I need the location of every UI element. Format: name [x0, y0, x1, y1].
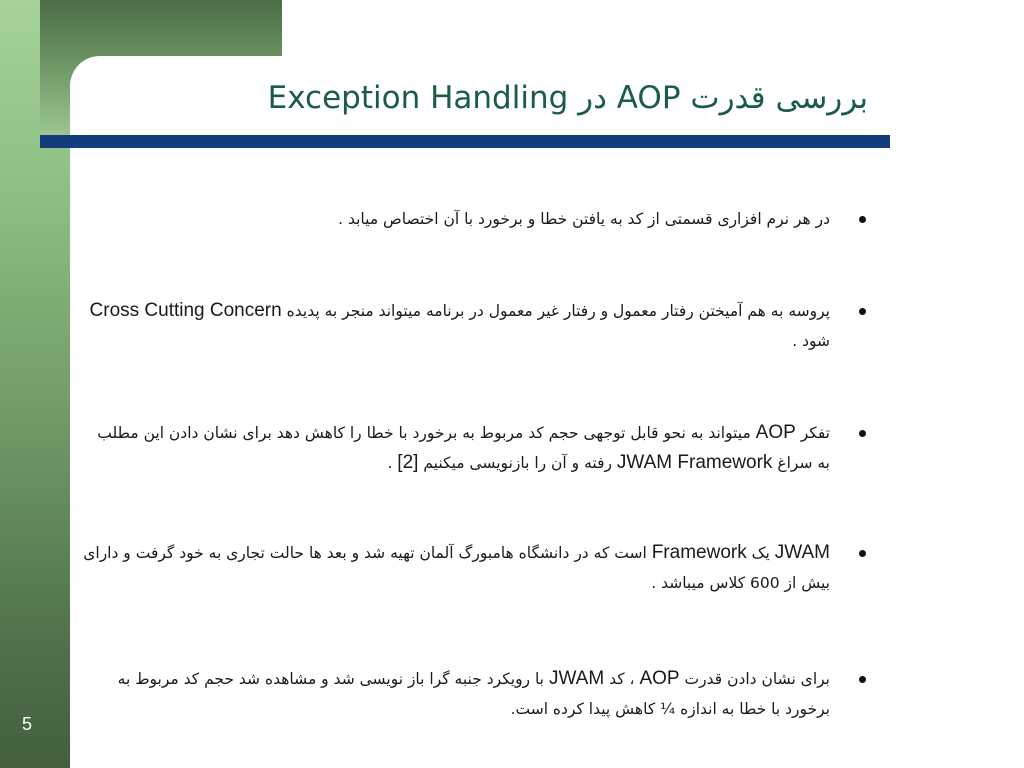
bullet-term: JWAM Framework: [616, 452, 773, 473]
bullet-text: رفته و آن را بازنویسی میکنیم: [418, 454, 617, 472]
bullet-text: شود .: [792, 332, 830, 350]
bullet-dot-icon: [859, 430, 866, 437]
bullet-item-5: [82, 664, 872, 724]
bullet-text: .: [387, 454, 398, 472]
bullet-reference: [2]: [397, 452, 419, 473]
bullet-item-4: [82, 538, 872, 598]
page-number: 5: [22, 714, 33, 734]
bullet-term: Framework: [651, 542, 747, 563]
bullet-text: است که در دانشگاه هامبورگ آلمان تهیه شد و بعد ها حالت تجاری به خود گرفت و دارای بیش از 600 کلاس میباشد .: [83, 544, 830, 592]
bullet-dot-icon: [859, 216, 866, 223]
bullet-term: AOP: [755, 422, 796, 443]
bullet-text: میتواند به نحو قابل توجهی حجم کد مربوط به برخورد با خطا را کاهش دهد برای نشان دادن این مطلب به سراغ: [97, 424, 830, 472]
bullet-dot-icon: [859, 676, 866, 683]
bullet-list: [82, 188, 872, 724]
bullet-text: در هر نرم افزاری قسمتی از کد به یافتن خطا و برخورد با آن اختصاص میابد .: [338, 210, 830, 228]
bullet-text: پروسه به هم آمیختن رفتار معمول و رفتار غیر معمول در برنامه میتواند منجر به پدیده: [281, 302, 830, 320]
bullet-term: JWAM: [548, 668, 605, 689]
bullet-term: JWAM: [774, 542, 830, 563]
bullet-term: Cross Cutting Concern: [89, 300, 282, 321]
bullet-text: برای نشان دادن قدرت: [679, 670, 830, 688]
bullet-text: با رویکرد جنبه گرا باز نویسی شد و مشاهده شد حجم کد مربوط به برخورد با خطا به اندازه ¼ کاهش پیدا کرده است.: [117, 670, 830, 718]
bullet-text: تفکر: [795, 424, 830, 442]
bullet-dot-icon: [859, 308, 866, 315]
title-underline-bar: [40, 135, 890, 148]
bullet-text: یک: [746, 544, 775, 562]
bullet-item-3: [82, 418, 872, 478]
slide-title: بررسی قدرت AOP در Exception Handling: [267, 80, 868, 116]
bullet-dot-icon: [859, 550, 866, 557]
bullet-item-2: [82, 296, 872, 356]
bullet-item-1: [82, 204, 872, 234]
bullet-text: ، کد: [604, 670, 640, 688]
bullet-term: AOP: [639, 668, 680, 689]
